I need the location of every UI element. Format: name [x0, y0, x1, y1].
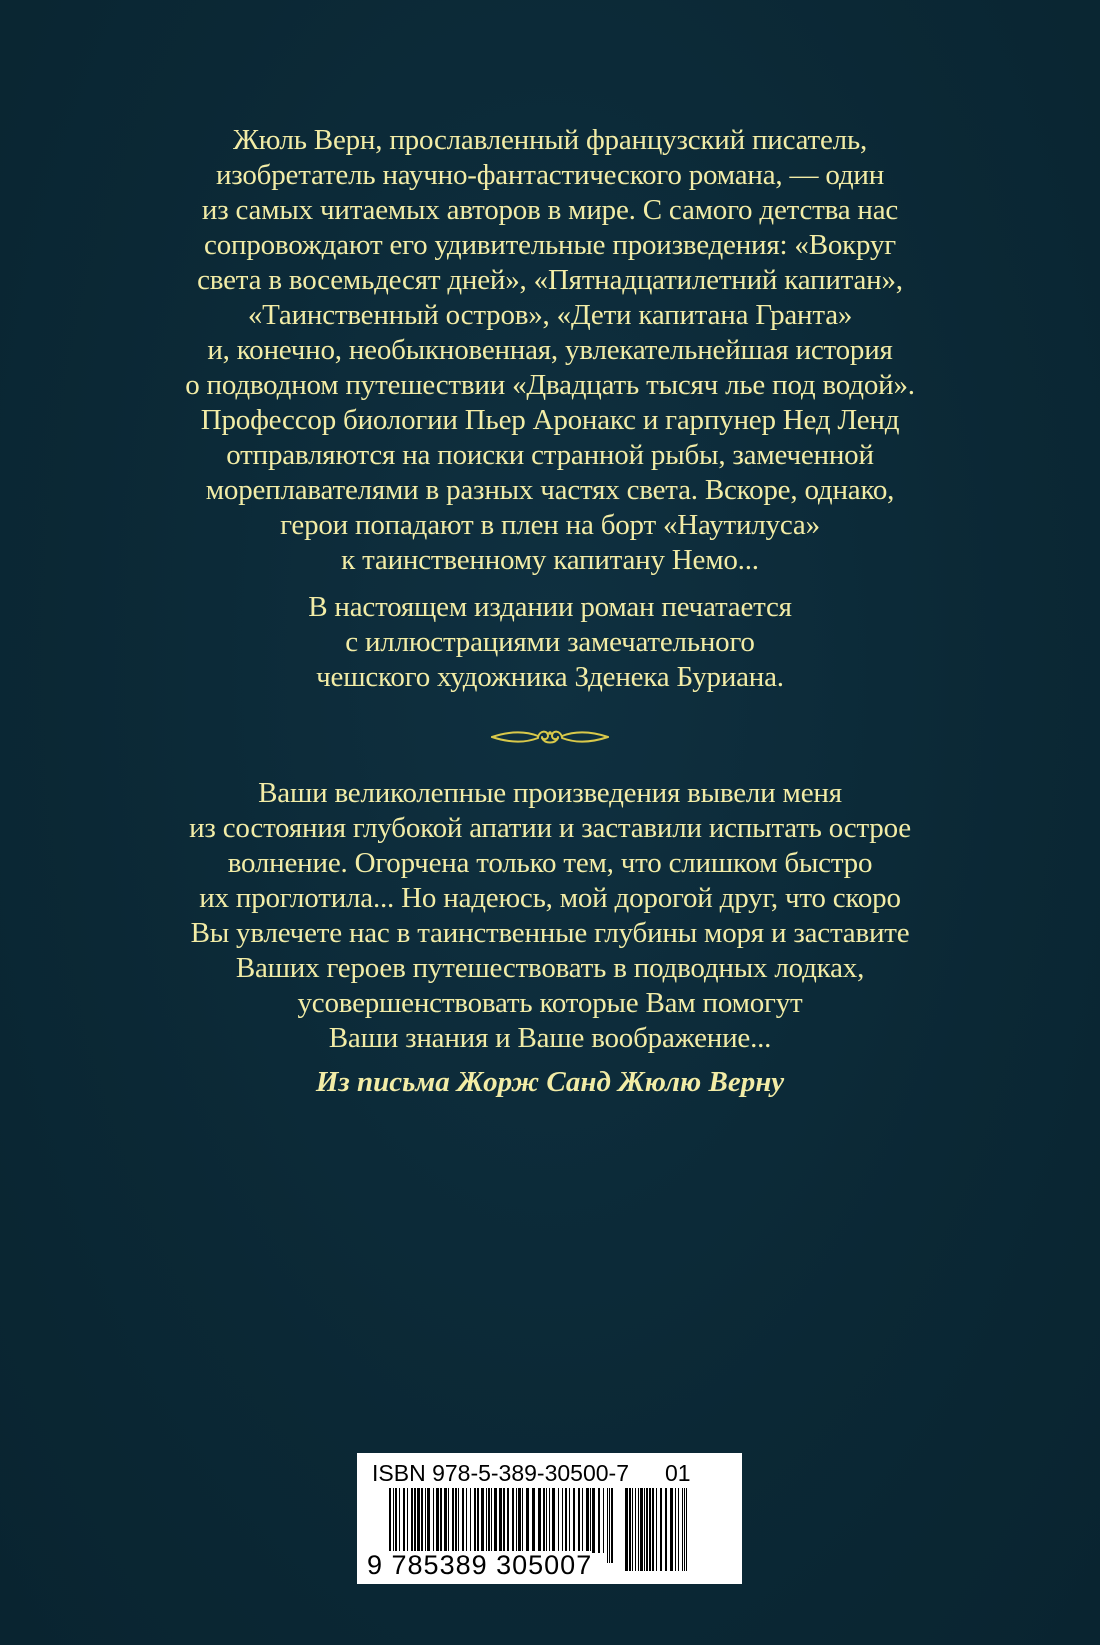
barcode-bar — [427, 1488, 430, 1553]
barcode-bar — [512, 1488, 514, 1553]
barcode-bar — [598, 1488, 600, 1553]
barcode-bar — [532, 1488, 535, 1553]
barcode-bar — [625, 1488, 628, 1571]
barcode-bar — [462, 1488, 464, 1553]
description-line: и, конечно, необыкновенная, увлекательнейшая история — [207, 334, 893, 366]
barcode-bar — [421, 1488, 423, 1553]
barcode-bar — [474, 1488, 476, 1553]
quote-line: Ваших героев путешествовать в подводных лодках, — [235, 952, 865, 984]
barcode-bar — [481, 1488, 484, 1553]
barcode-bar — [425, 1488, 426, 1553]
quote-line: Ваши знания и Ваше воображение... — [328, 1022, 772, 1054]
barcode-bar — [629, 1488, 631, 1571]
barcode-bar — [552, 1488, 555, 1553]
barcode-bar — [546, 1488, 547, 1553]
barcode-bar — [466, 1488, 467, 1553]
description-line: герои попадают в плен на борт «Наутилуса» — [280, 509, 820, 541]
quote-line: их проглотила... Но надеюсь, мой дорогой друг, что скоро — [199, 882, 901, 914]
barcode-bar — [582, 1488, 583, 1553]
barcode-bar — [399, 1488, 400, 1553]
barcode-bar — [573, 1488, 575, 1553]
addon-label: 01 — [665, 1460, 691, 1486]
barcode-bar — [586, 1488, 589, 1553]
edition-note-line: В настоящем издании роман печатается — [308, 591, 792, 623]
barcode-bar — [407, 1488, 408, 1553]
barcode-bar — [609, 1488, 610, 1563]
barcode-bar — [646, 1488, 648, 1571]
barcode-bar — [507, 1488, 509, 1553]
isbn-label: ISBN 978-5-389-30500-7 — [372, 1460, 629, 1486]
quote-paragraph — [100, 776, 1000, 1056]
description-line: сопровождают его удивительные произведения: «Вокруг — [204, 229, 896, 261]
isbn-barcode — [357, 1453, 742, 1584]
description-line: мореплавателями в разных частях света. Вскоре, однако, — [205, 474, 895, 506]
description-line: о подводном путешествии «Двадцать тысяч лье под водой». — [185, 369, 915, 401]
barcode-bar — [644, 1488, 645, 1571]
barcode-bar — [543, 1488, 545, 1553]
barcode-digits: 9 785389 305007 — [367, 1550, 593, 1580]
barcode-bar — [569, 1488, 570, 1553]
barcode-bar — [607, 1488, 608, 1563]
edition-note — [100, 590, 1000, 695]
barcode-bar — [640, 1488, 643, 1571]
barcode-bar — [678, 1488, 679, 1571]
barcode-bar — [675, 1488, 676, 1571]
description-line: Профессор биологии Пьер Аронакс и гарпунер Нед Ленд — [200, 404, 900, 436]
barcode-bar — [516, 1488, 517, 1553]
barcode-bar — [518, 1488, 521, 1553]
barcode-bar — [656, 1488, 657, 1571]
barcode-bar — [448, 1488, 449, 1553]
barcode-bar — [686, 1488, 687, 1571]
barcode-bar — [603, 1488, 604, 1553]
quote-line: из состояния глубокой апатии и заставили испытать острое — [189, 812, 911, 844]
barcode-bar — [403, 1488, 405, 1553]
quote-line: усовершенствовать которые Вам помогут — [297, 987, 803, 1019]
barcode-bar — [444, 1488, 447, 1553]
barcode-bar — [590, 1488, 591, 1553]
barcode-bar — [522, 1488, 523, 1553]
flourish-ornament-icon — [490, 722, 610, 752]
barcode-bar — [488, 1488, 490, 1553]
barcode-bar — [494, 1488, 497, 1553]
barcode-bar — [549, 1488, 550, 1553]
barcode-bar — [635, 1488, 636, 1571]
barcode-bar — [611, 1488, 613, 1563]
quote-line: Ваши великолепные произведения вывели меня — [258, 777, 842, 809]
barcode-bar — [652, 1488, 654, 1571]
barcode-bar — [558, 1488, 559, 1553]
barcode-bar — [436, 1488, 439, 1553]
barcode-bar — [477, 1488, 479, 1553]
barcode-bar — [649, 1488, 651, 1571]
quote-line: волнение. Огорчена только тем, что слишком быстро — [227, 847, 873, 879]
barcode-bar — [440, 1488, 442, 1553]
barcode-bar — [562, 1488, 563, 1553]
barcode-bar — [417, 1488, 420, 1553]
description-line: отправляются на поиски странной рыбы, замеченной — [226, 439, 874, 471]
barcode-bar — [452, 1488, 454, 1553]
quote-attribution: Из письма Жорж Санд Жюлю Верну — [315, 1066, 785, 1098]
barcode-bar — [538, 1488, 541, 1553]
barcode-bar — [395, 1488, 397, 1553]
description-line: из самых читаемых авторов в мире. С самого детства нас — [201, 194, 899, 226]
barcode-bar — [670, 1488, 673, 1571]
barcode-bar — [491, 1488, 492, 1553]
description-line: изобретатель научно-фантастического романа, — один — [215, 159, 885, 191]
barcode-bar — [411, 1488, 413, 1553]
edition-note-line: чешского художника Зденека Буриана. — [316, 661, 784, 693]
barcode-bar — [638, 1488, 639, 1571]
barcode-bar — [470, 1488, 471, 1553]
barcode-bar — [592, 1488, 595, 1553]
barcode-bar — [458, 1488, 459, 1553]
description-line: Жюль Верн, прославленный французский писатель, — [232, 124, 868, 156]
description-line: «Таинственный остров», «Дети капитана Гранта» — [247, 299, 853, 331]
barcode-bar — [632, 1488, 633, 1571]
barcode-bar — [660, 1488, 662, 1571]
barcode-bar — [393, 1488, 394, 1553]
barcode-bar — [455, 1488, 457, 1553]
barcode-bar — [565, 1488, 567, 1553]
description-line: света в восемьдесят дней», «Пятнадцатилетний капитан», — [197, 264, 903, 296]
barcode-bar — [682, 1488, 683, 1571]
barcode-bar — [665, 1488, 667, 1571]
barcode-bar — [578, 1488, 580, 1553]
description-paragraph — [100, 123, 1000, 578]
edition-note-line: с иллюстрациями замечательного — [345, 626, 755, 658]
barcode-bar — [486, 1488, 487, 1553]
barcode-bar — [414, 1488, 416, 1553]
barcode-bar — [526, 1488, 529, 1553]
quote-line: Вы увлечете нас в таинственные глубины моря и заставите — [190, 917, 910, 949]
description-line: к таинственному капитану Немо... — [341, 544, 759, 576]
barcode-bar — [684, 1488, 685, 1571]
barcode-bar — [433, 1488, 434, 1553]
